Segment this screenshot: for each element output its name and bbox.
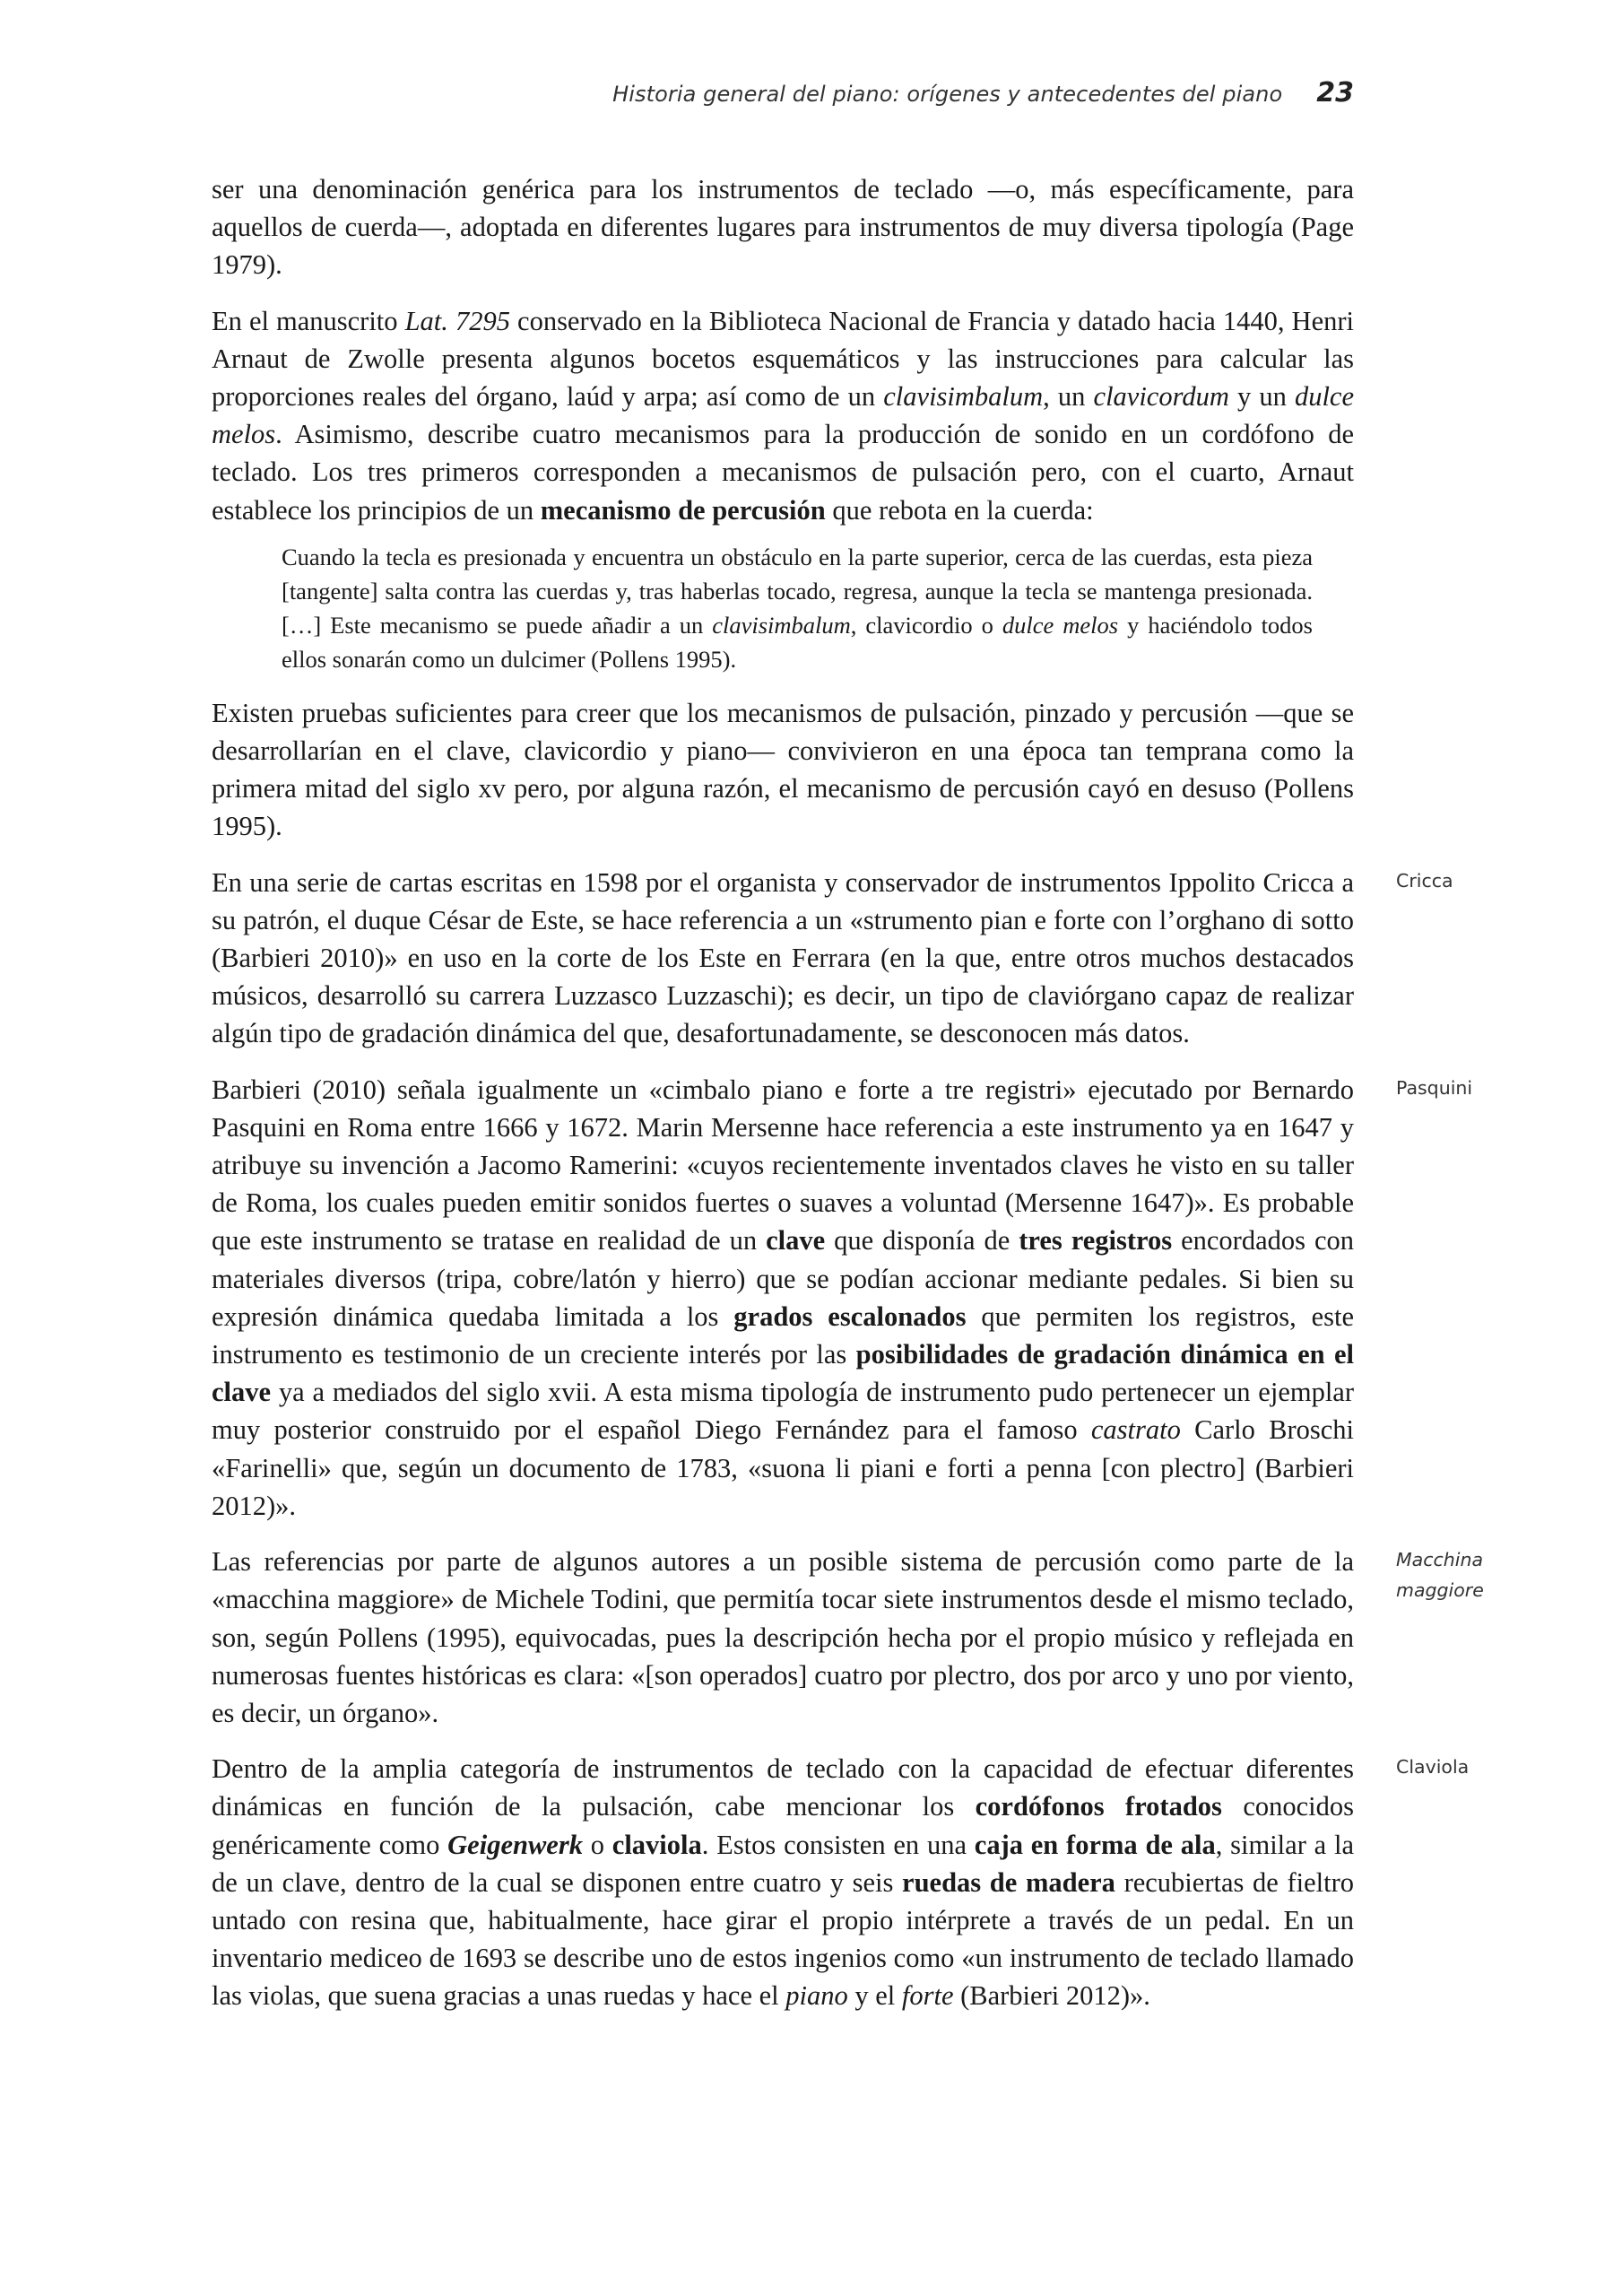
running-head bbox=[0, 77, 1354, 109]
text-run: recubiertas de fieltro untado con resina que, habitualmente, hace girar el propio intérprete a través de un pedal. En un inventario mediceo de 1693 se describe uno de estos ingenios como «un instrumento de teclado llamado las violas, que suena gracias a unas ruedas y hace el bbox=[212, 1866, 1354, 2012]
emphasis-text: claviola bbox=[612, 1829, 702, 1860]
text-run: que permiten los registros, este instrumento es testimonio de un creciente interés por las bbox=[212, 1300, 1354, 1370]
emphasis-text: clavisimbalum bbox=[712, 611, 851, 639]
paragraph bbox=[212, 864, 1453, 1053]
paragraph bbox=[212, 1750, 1470, 2014]
text-run: que disponía de bbox=[825, 1225, 1019, 1257]
text-run: Dentro de la amplia categoría de instrumentos de teclado con la capacidad de efectuar diferentes dinámicas en función de la pulsación, cabe mencionar los bbox=[212, 1753, 1354, 1822]
text-run: Existen pruebas suficientes para creer que los mecanismos de pulsación, pinzado y percusión —que se desarrollarían en el clave, clavicordio y piano— convivieron en una época tan temprana como la primera mitad del siglo xv pero, por alguna razón, el mecanismo de percusión cayó en desuso (Pollens 1995). bbox=[212, 697, 1354, 842]
emphasis-text: cordófonos frotados bbox=[975, 1791, 1222, 1822]
emphasis-text: piano bbox=[785, 1980, 848, 2012]
text-run: Barbieri (2010) señala igualmente un «cimbalo piano e forte a tre registri» ejecutado por Bernardo Pasquini en Roma entre 1666 y 1672. Marin Mersenne hace referencia a este instrumento ya en 1647 y atribuye su invención a Jacomo Ramerini: «cuyos recientemente inventados claves he visto en su taller de Roma, los cuales pueden emitir sonidos fuertes o suaves a voluntad (Mersenne 1647)». Es probable que este instrumento se tratase en realidad de un bbox=[212, 1074, 1354, 1257]
emphasis-text: grados escalonados bbox=[733, 1300, 967, 1332]
emphasis-text: castrato bbox=[1090, 1414, 1181, 1446]
text-run: (Barbieri 2012)». bbox=[953, 1980, 1150, 2012]
text-run: Las referencias por parte de algunos autores a un posible sistema de percusión como parte de la «macchina maggiore» de Michele Todini, que permitía tocar siete instrumentos desde el mismo teclado, son, según Pollens (1995), equivocadas, pues la descripción hecha por el propio músico y reflejada en numerosas fuentes históricas es clara: «[son operados] cuatro por plectro, dos por arco y uno por viento, es decir, un órgano». bbox=[212, 1546, 1354, 1728]
text-run: . Asimismo, describe cuatro mecanismos para la producción de sonido en un cordófono de teclado. Los tres primeros corresponden a mecanismos de pulsación pero, con el cuarto, Arnaut establece los principios de un bbox=[212, 419, 1354, 526]
emphasis-text: forte bbox=[901, 1980, 954, 2012]
text-run: . Estos consisten en una bbox=[701, 1829, 975, 1860]
emphasis-text: clavisimbalum bbox=[883, 381, 1044, 413]
text-run: encordados con materiales diversos (tripa, cobre/latón y hierro) que se podían accionar mediante pedales. Si bien su expresión dinámica quedaba limitada a los bbox=[212, 1225, 1354, 1332]
text-run: En una serie de cartas escritas en 1598 por el organista y conservador de instrumentos Ippolito Cricca a su patrón, el duque César de Este, se hace referencia a un «strumento pian e forte con l’orghano di sotto (Barbieri 2010)» en uso en la corte de los Este en Ferrara (en la que, entre otros muchos destacados músicos, desarrolló su carrera Luzzasco Luzzaschi); es decir, un tipo de claviórgano capaz de realizar algún tipo de gradación dinámica del que, desafortunadamente, se desconocen más datos. bbox=[212, 866, 1354, 1049]
emphasis-text: clavicordum bbox=[1093, 381, 1229, 413]
page-number: 23 bbox=[1316, 77, 1354, 109]
paragraph bbox=[212, 302, 1354, 529]
text-run: conocidos genéricamente como bbox=[212, 1791, 1354, 1860]
paragraph bbox=[212, 1543, 1484, 1732]
emphasis-text: dulce melos bbox=[212, 381, 1355, 450]
text-run: ya a mediados del siglo xvii. A esta misma tipología de instrumento pudo pertenecer un ejemplar muy posterior construido por el español Diego Fernández para el famoso bbox=[212, 1377, 1354, 1446]
running-title: Historia general del piano: orígenes y antecedentes del piano bbox=[612, 82, 1283, 107]
emphasis-text: mecanismo de percusión bbox=[540, 494, 826, 526]
emphasis-text: caja en forma de ala bbox=[974, 1829, 1216, 1860]
margin-note: Cricca bbox=[1396, 869, 1453, 891]
block-quote bbox=[212, 540, 1354, 676]
emphasis-text: dulce melos bbox=[1002, 611, 1119, 639]
emphasis-text: Geigenwerk bbox=[447, 1829, 583, 1860]
text-run: o bbox=[582, 1829, 612, 1860]
emphasis-text: posibilidades de gradación dinámica en el clave bbox=[212, 1339, 1354, 1408]
paragraph bbox=[212, 694, 1354, 846]
text-run: y el bbox=[847, 1980, 902, 2012]
paragraph bbox=[212, 170, 1354, 284]
margin-note: Claviola bbox=[1396, 1756, 1470, 1779]
text-run: y haciéndolo todos ellos sonarán como un dulcimer (Pollens 1995). bbox=[282, 611, 1313, 673]
paragraph bbox=[212, 1071, 1473, 1525]
text-run: En el manuscrito bbox=[212, 305, 405, 336]
text-run: y un bbox=[1228, 381, 1295, 413]
body-text bbox=[212, 170, 1484, 2033]
emphasis-text: clave bbox=[766, 1225, 826, 1257]
text-run: Cuando la tecla es presionada y encuentra un obstáculo en la parte superior, cerca de las cuerdas, esta pieza [tangente] salta contra las cuerdas y, tras haberlas tocado, regresa, aunque la tecla se mantenga presionada. […] Este mecanismo se puede añadir a un bbox=[282, 543, 1313, 639]
text-run: ser una denominación genérica para los instrumentos de teclado —o, más específicamente, para aquellos de cuerda—, adoptada en diferentes lugares para instrumentos de muy diversa tipología (Page 1979). bbox=[212, 174, 1354, 281]
text-run: Carlo Broschi «Farinelli» que, según un documento de 1783, «suona li piani e forti a penna [con plectro] (Barbieri 2012)». bbox=[212, 1414, 1354, 1521]
emphasis-text: tres registros bbox=[1019, 1225, 1173, 1257]
margin-note: Pasquini bbox=[1396, 1076, 1473, 1099]
text-run: , un bbox=[1043, 381, 1094, 413]
emphasis-text: ruedas de madera bbox=[902, 1866, 1115, 1898]
margin-note: Macchina maggiore bbox=[1396, 1549, 1484, 1602]
text-run: que rebota en la cuerda: bbox=[825, 494, 1094, 526]
text-run: , similar a la de un clave, dentro de la cual se disponen entre cuatro y seis bbox=[212, 1829, 1354, 1898]
text-run: , clavicordio o bbox=[850, 611, 1002, 639]
emphasis-text: Lat. 7295 bbox=[404, 305, 510, 336]
text-run: conservado en la Biblioteca Nacional de Francia y datado hacia 1440, Henri Arnaut de Zwolle presenta algunos bocetos esquemáticos y las instrucciones para calcular las proporciones reales del órgano, laúd y arpa; así como de un bbox=[212, 305, 1354, 413]
